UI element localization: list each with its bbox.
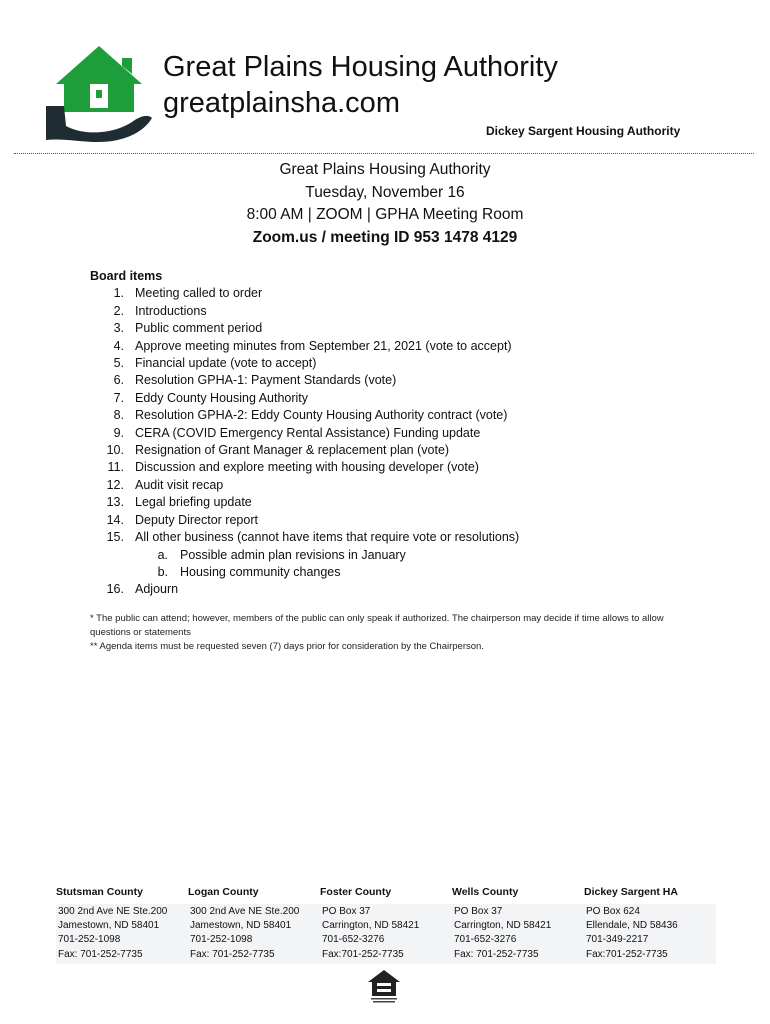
- office-stutsman: [56, 886, 188, 964]
- office-county: Wells County: [452, 886, 519, 898]
- house-in-hand-icon: [44, 44, 154, 144]
- office-contact: PO Box 37 Carrington, ND 58421 701-652-3276 Fax: 701-252-7735: [452, 904, 584, 964]
- office-foster: [320, 886, 452, 964]
- agenda-item: 13. Legal briefing update: [106, 495, 252, 510]
- board-items: [90, 268, 519, 599]
- office-county: Dickey Sargent HA: [584, 886, 678, 898]
- office-directory: [56, 886, 716, 964]
- agenda-item: 3. Public comment period: [113, 321, 263, 336]
- meeting-date: Tuesday, November 16: [305, 183, 465, 201]
- office-county: Logan County: [188, 886, 259, 898]
- sub-authority-name: Dickey Sargent Housing Authority: [486, 124, 681, 138]
- equal-housing-opportunity-icon: [366, 968, 402, 1004]
- agenda-item: 12. Audit visit recap: [106, 477, 224, 492]
- office-contact: PO Box 624 Ellendale, ND 58436 701-349-2217 Fax:701-252-7735: [584, 904, 716, 964]
- agenda-item: 1. Meeting called to order: [113, 286, 263, 301]
- meeting-zoom-id: Zoom.us / meeting ID 953 1478 4129: [252, 228, 518, 246]
- office-dickey-sargent: [584, 886, 716, 964]
- agenda-item: 9. CERA (COVID Emergency Rental Assistance) Funding update: [113, 425, 481, 440]
- agenda-item: 10. Resignation of Grant Manager & replacement plan (vote): [106, 443, 450, 458]
- office-contact: 300 2nd Ave NE Ste.200 Jamestown, ND 58401 701-252-1098 Fax: 701-252-7735: [188, 904, 320, 964]
- office-contact: 300 2nd Ave NE Ste.200 Jamestown, ND 58401 701-252-1098 Fax: 701-252-7735: [56, 904, 188, 964]
- agenda-item: 15. All other business (cannot have items that require vote or resolutions): [106, 530, 520, 545]
- header-divider: [14, 153, 754, 154]
- office-county: Stutsman County: [56, 886, 143, 898]
- agenda-item: 2. Introductions: [113, 303, 207, 318]
- agenda-item: 8. Resolution GPHA-2: Eddy County Housing Authority contract (vote): [113, 408, 508, 423]
- agenda-item: 4. Approve meeting minutes from September 21, 2021 (vote to accept): [113, 338, 512, 353]
- agenda-subitem: a. Possible admin plan revisions in January: [157, 547, 406, 562]
- agenda-item: 5. Financial update (vote to accept): [113, 356, 317, 371]
- request-deadline-note: ** Agenda items must be requested seven (7) days prior for consideration by the Chairperson.: [90, 641, 484, 652]
- office-logan: [188, 886, 320, 964]
- organization-name: Great Plains Housing Authority: [163, 51, 558, 83]
- meeting-info: [0, 159, 770, 249]
- agenda-item: 14. Deputy Director report: [106, 512, 258, 527]
- office-contact: PO Box 37 Carrington, ND 58421 701-652-3276 Fax:701-252-7735: [320, 904, 452, 964]
- public-attendance-note: * The public can attend; however, members of the public can only speak if authorized. The chairperson may decide if time allows to allow questions or statements: [90, 613, 664, 638]
- agenda-item: 7. Eddy County Housing Authority: [113, 390, 309, 405]
- board-items-title: Board items: [90, 269, 163, 283]
- agenda-list: [90, 285, 519, 598]
- meeting-org: Great Plains Housing Authority: [279, 161, 491, 178]
- office-wells: [452, 886, 584, 964]
- agenda-item: 6. Resolution GPHA-1: Payment Standards (vote): [113, 373, 397, 388]
- organization-website: greatplainsha.com: [163, 87, 400, 119]
- agenda-item: 11. Discussion and explore meeting with housing developer (vote): [107, 460, 479, 475]
- meeting-time-location: 8:00 AM | ZOOM | GPHA Meeting Room: [246, 206, 524, 223]
- agenda-notes: [90, 612, 690, 654]
- agenda-item: 16. Adjourn: [106, 582, 179, 597]
- agenda-subitem: b. Housing community changes: [157, 564, 341, 579]
- office-county: Foster County: [320, 886, 392, 898]
